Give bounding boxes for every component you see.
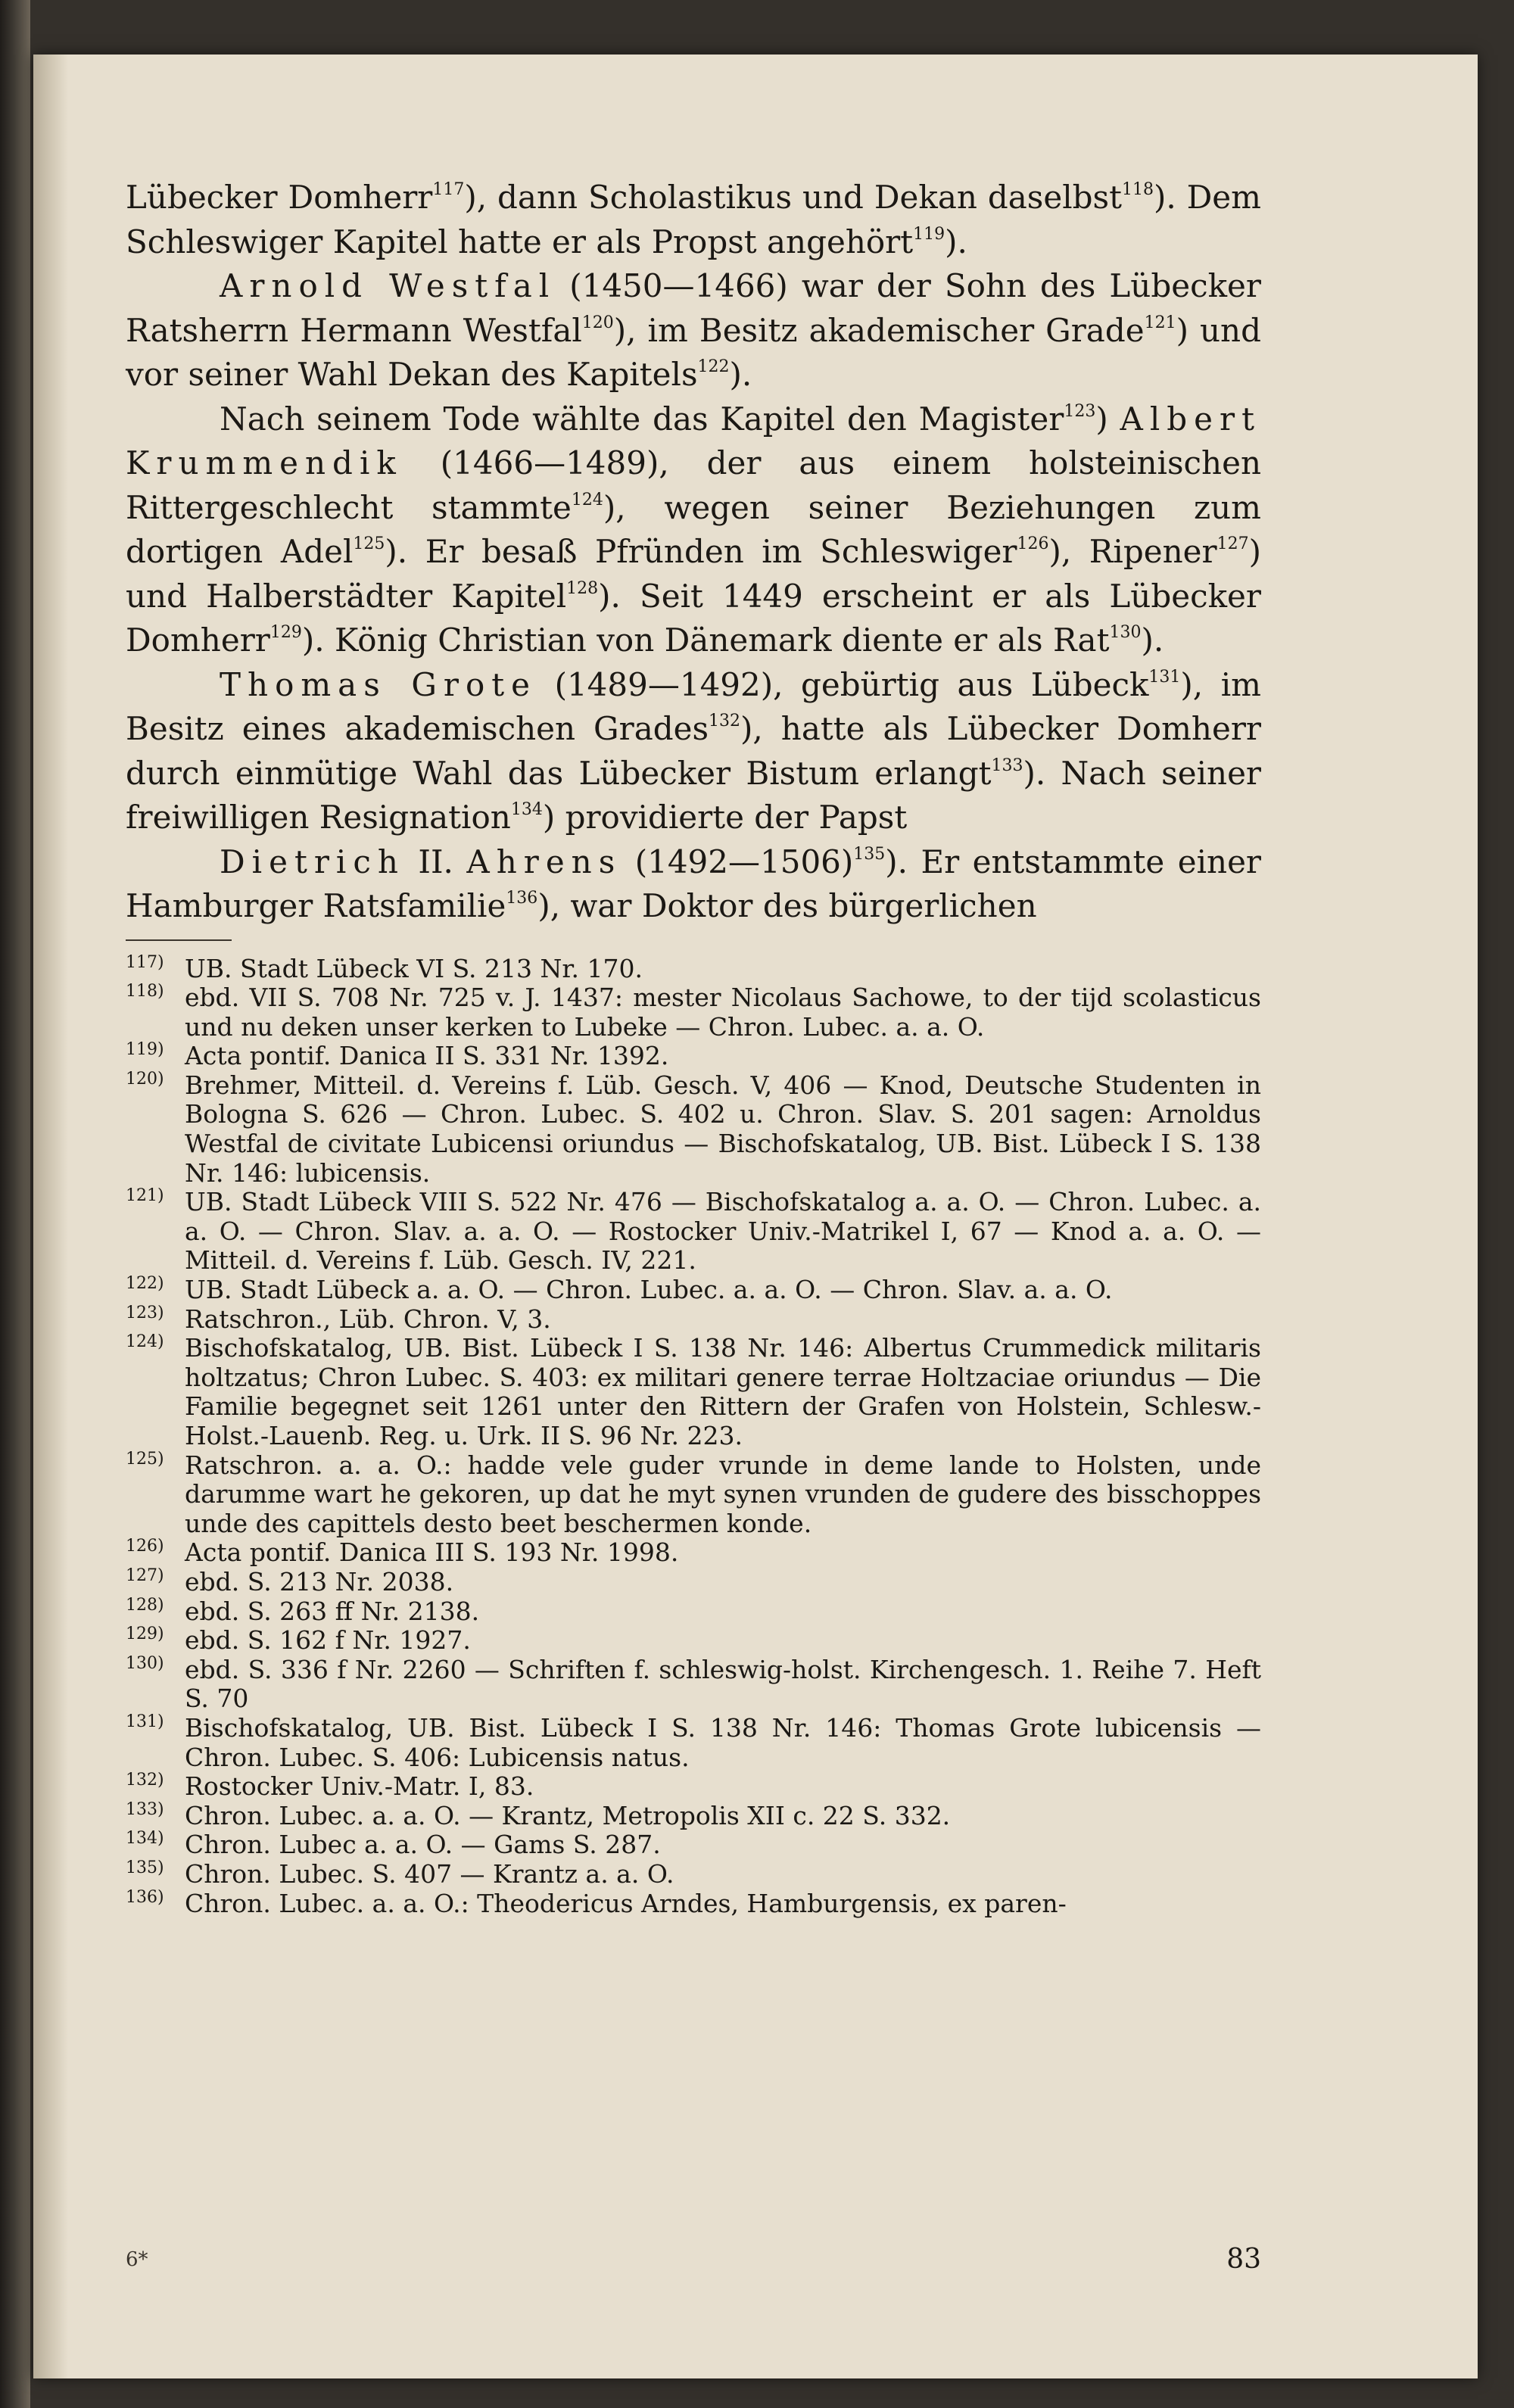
footnote-number: 131) bbox=[126, 1712, 164, 1731]
footnote bbox=[126, 1276, 1261, 1305]
footnote-number: 128) bbox=[126, 1595, 164, 1615]
footnote-number: 126) bbox=[126, 1537, 164, 1556]
footnote-text: ebd. S. 162 f Nr. 1927. bbox=[185, 1625, 471, 1656]
footnote-number: 124) bbox=[126, 1332, 164, 1352]
footnote bbox=[126, 1830, 1261, 1860]
footnote-number: 127) bbox=[126, 1565, 164, 1585]
footnote-number: 132) bbox=[126, 1771, 164, 1790]
footnote-text: Bischofskatalog, UB. Bist. Lübeck I S. 138 Nr. 146: Thomas Grote lubicensis — Chron. Lubec. S. 406: Lubicensis natus. bbox=[185, 1712, 1261, 1772]
footnote bbox=[126, 1626, 1261, 1656]
footnote-number: 135) bbox=[126, 1858, 164, 1877]
footnote-text: Bischofskatalog, UB. Bist. Lübeck I S. 138 Nr. 146: Albertus Crummedick militaris holtzatus; Chron Lubec. S. 403: ex militari genere terrae Holtzaciae oriundus — Die Familie begegnet seit 1261 unter den Rittern der Grafen von Holstein, Schlesw.-Holst.-Lauenb. Reg. u. Urk. II S. 96 Nr. 223. bbox=[185, 1333, 1261, 1450]
footnote bbox=[126, 1597, 1261, 1627]
footnote-text: UB. Stadt Lübeck a. a. O. — Chron. Lubec. a. a. O. — Chron. Slav. a. a. O. bbox=[185, 1275, 1113, 1305]
footnote bbox=[126, 1799, 1261, 1831]
footnote bbox=[126, 1653, 1261, 1714]
footnote-text: Chron. Lubec. a. a. O. — Krantz, Metropolis XII c. 22 S. 332. bbox=[185, 1800, 951, 1830]
footnote bbox=[126, 1860, 1261, 1889]
footnote-text: Chron. Lubec. a. a. O.: Theodericus Arndes, Hamburgensis, ex paren- bbox=[185, 1888, 1067, 1918]
footnote-number: 118) bbox=[126, 982, 164, 1002]
footnote-text: ebd. S. 263 ff Nr. 2138. bbox=[185, 1596, 480, 1626]
footnote-number: 122) bbox=[126, 1274, 164, 1294]
footnote bbox=[126, 1714, 1261, 1772]
footnote bbox=[126, 983, 1261, 1042]
footnote-text: ebd. S. 213 Nr. 2038. bbox=[185, 1566, 454, 1597]
footnote-number: 125) bbox=[126, 1449, 164, 1469]
footnote-text: ebd. S. 336 f Nr. 2260 — Schriften f. schleswig-holst. Kirchengesch. 1. Reihe 7. Heft S. 70 bbox=[185, 1654, 1261, 1714]
body-paragraph: Nach seinem Tode wählte das Kapitel den Magister$^{123}$) Albert Krummendik (1466—1489), der aus einem holsteinischen Rittergeschlecht stammte$^{124}$), wegen seiner Beziehungen zum dortigen Adel$^{125}$). Er besaß Pfründen im Schleswiger$^{126}$), Ripener$^{127}$) und Halberstädter Kapitel$^{128}$). Seit 1449 erscheint er als Lübecker Domherr$^{129}$). König Christian von Dänemark diente er als Rat$^{130}$). bbox=[126, 400, 1261, 659]
footnote-text: Ratschron. a. a. O.: hadde vele guder vrunde in deme lande to Holsten, unde darumme wart he gekoren, up dat he myt synen vrunden de gudere des bisschoppes unde des capittels desto beet beschermen konde. bbox=[185, 1450, 1261, 1538]
footnote-text: Rostocker Univ.-Matr. I, 83. bbox=[185, 1771, 534, 1802]
page-footer bbox=[126, 2244, 1261, 2282]
footnote bbox=[126, 1334, 1261, 1450]
body-paragraph: Thomas Grote (1489—1492), gebürtig aus Lübeck$^{131}$), im Besitz eines akademischen Grades$^{132}$), hatte als Lübecker Domherr durch einmütige Wahl das Lübecker Bistum erlangt$^{133}$). Nach seiner freiwilligen Resignation$^{134}$) providierte der Papst bbox=[126, 665, 1261, 836]
footnote bbox=[126, 1042, 1261, 1071]
signature-mark: 6* bbox=[126, 2248, 148, 2271]
footnote bbox=[126, 1188, 1261, 1276]
footnote-number: 134) bbox=[126, 1829, 164, 1849]
footnote bbox=[126, 1538, 1261, 1568]
footnote-text: UB. Stadt Lübeck VI S. 213 Nr. 170. bbox=[185, 953, 643, 983]
page-number: 83 bbox=[1226, 2244, 1261, 2275]
footnote bbox=[126, 1071, 1261, 1188]
footnote-text: UB. Stadt Lübeck VIII S. 522 Nr. 476 — Bischofskatalog a. a. O. — Chron. Lubec. a. a. O. — Chron. Slav. a. a. O. — Rostocker Univ.-Matrikel I, 67 — Knod a. a. O. — Mitteil. d. Vereins f. Lüb. Gesch. IV, 221. bbox=[185, 1187, 1261, 1276]
book-page bbox=[33, 55, 1478, 2378]
footnote-text: Brehmer, Mitteil. d. Vereins f. Lüb. Gesch. V, 406 — Knod, Deutsche Studenten in Bologna S. 626 — Chron. Lubec. S. 402 u. Chron. Slav. S. 201 sagen: Arnoldus Westfal de civitate Lubicensi oriundus — Bischofskatalog, UB. Bist. Lübeck I S. 138 Nr. 146: lubicensis. bbox=[185, 1070, 1261, 1188]
footnote bbox=[126, 1565, 1261, 1597]
footnote bbox=[126, 1451, 1261, 1539]
body-paragraph: Arnold Westfal (1450—1466) war der Sohn des Lübecker Ratsherrn Hermann Westfal$^{120}$), im Besitz akademischer Grade$^{121}$) und vor seiner Wahl Dekan des Kapitels$^{122}$). bbox=[126, 267, 1261, 393]
footnote bbox=[126, 1772, 1261, 1802]
footnote-number: 129) bbox=[126, 1625, 164, 1644]
footnote-number: 119) bbox=[126, 1040, 164, 1060]
footnote-text: ebd. VII S. 708 Nr. 725 v. J. 1437: mester Nicolaus Sachowe, to der tijd scolasticus und nu deken unser kerken to Lubeke — Chron. Lubec. a. a. O. bbox=[185, 983, 1261, 1042]
page-content bbox=[126, 176, 1261, 1918]
footnote bbox=[126, 1889, 1261, 1919]
footnote-number: 136) bbox=[126, 1887, 164, 1907]
body-text bbox=[126, 176, 1261, 929]
footnote-text: Acta pontif. Danica II S. 331 Nr. 1392. bbox=[185, 1041, 669, 1071]
footnote-text: Chron. Lubec a. a. O. — Gams S. 287. bbox=[185, 1830, 661, 1860]
footnote-number: 120) bbox=[126, 1069, 164, 1089]
footnotes bbox=[126, 952, 1261, 1919]
footnote-number: 130) bbox=[126, 1653, 164, 1673]
footnote-text: Chron. Lubec. S. 407 — Krantz a. a. O. bbox=[185, 1858, 674, 1889]
footnote-separator bbox=[126, 939, 232, 941]
footnote bbox=[126, 1305, 1261, 1335]
footnote-text: Ratschron., Lüb. Chron. V, 3. bbox=[185, 1304, 551, 1334]
previous-page-edge bbox=[0, 0, 30, 2408]
footnote-text: Acta pontif. Danica III S. 193 Nr. 1998. bbox=[185, 1537, 679, 1568]
footnote-number: 117) bbox=[126, 952, 164, 972]
body-paragraph: Lübecker Domherr$^{117}$), dann Scholastikus und Dekan daselbst$^{118}$). Dem Schleswiger Kapitel hatte er als Propst angehört$^{119}$). bbox=[126, 179, 1261, 260]
page-gutter bbox=[33, 55, 68, 2378]
footnote-number: 121) bbox=[126, 1186, 164, 1206]
footnote-number: 123) bbox=[126, 1303, 164, 1322]
body-paragraph: Dietrich II. Ahrens (1492—1506)$^{135}$). Er entstammte einer Hamburger Ratsfamilie$^{136}$), war Doktor des bürgerlichen bbox=[126, 843, 1262, 924]
footnote bbox=[126, 952, 1261, 984]
footnote-number: 133) bbox=[126, 1799, 164, 1819]
